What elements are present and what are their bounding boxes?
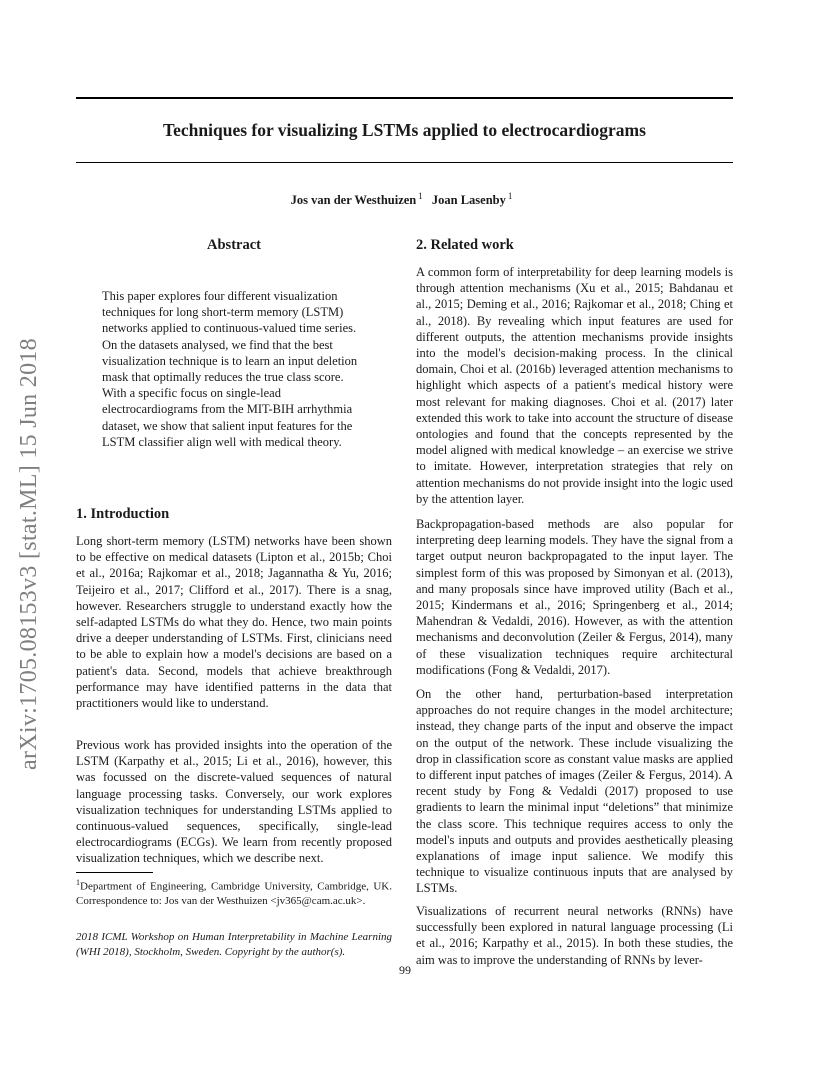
introduction-heading: 1. Introduction xyxy=(76,506,170,522)
related-work-paragraph-1: A common form of interpretability for deep learning models is through attention mechanisms (Xu et al., 2015; Bahdanau et al., 2015; Deming et al., 2016; Rajkomar et al., 2018; Ching et al., 2018). By revealing which input features are used for different outputs, the attention mechanisms provide insights into the model's decision-making process. In the clinical domain, Choi et al. (2016b) leveraged attention mechanisms to highlight which aspects of a patient's medical history were most relevant for making diagnoses. Choi et al. (2017) later extended this work to take into account the structure of disease ontologies and found that the concepts represented by the model aligned with medical knowledge – an exercise we strive to imitate. However, interpretation strategies that rely on attention mechanisms do not provide insight into the logic used by the attention layer. xyxy=(416,265,733,506)
related-work-paragraph-2: Backpropagation-based methods are also popular for interpreting deep learning models. They have the signal from a target output neuron backpropagated to the input layer. The simplest form of this was proposed by Simonyan et al. (2013), and many proposals since have improved utility (Bach et al., 2015; Kindermans et al., 2016; Springenberg et al., 2014; Mahendran & Vedaldi, 2016). However, as with the attention mechanisms and deconvolution (Zeiler & Fergus, 2014), many of these visualization techniques require architectural modifications (Fong & Vedaldi, 2017). xyxy=(416,517,733,677)
workshop-note xyxy=(76,930,392,959)
title-bottom-rule xyxy=(76,162,733,163)
introduction-paragraph-2: Previous work has provided insights into the operation of the LSTM (Karpathy et al., 2015; Li et al., 2016), however, this was focussed on the discrete-valued sequences of natural language processing tasks. Conversely, our work explores visualization techniques for understanding LSTMs applied to continuous-valued sequences, specifically, single-lead electrocardiograms (ECGs). We learn from recently proposed visualization techniques, which we describe next. xyxy=(76,738,392,866)
abstract-heading: Abstract xyxy=(207,237,261,253)
related-work-heading: 2. Related work xyxy=(416,237,514,253)
arxiv-stamp: arXiv:1705.08153v3 [stat.ML] 15 Jun 2018 xyxy=(16,338,42,770)
affiliation-mark: 1 xyxy=(418,191,423,201)
related-work-paragraph-3: On the other hand, perturbation-based interpretation approaches do not require changes in the model architecture; instead, they change parts of the input and observe the impact on the output of the network. These include visualizing the drop in classification score as constant value masks are applied to different input patches of images (Zeiler & Fergus, 2014). A recent study by Fong & Vedaldi (2017) proposed to use gradients to learn the minimal input “deletions” that minimize the class score. This technique requires access to only the model's inputs and outputs and provides aesthetically pleasing explanations of image input salience. We modify this technique to visualize continuous inputs that are analysed by LSTMs. xyxy=(416,687,733,896)
author-name: Jos van der Westhuizen xyxy=(290,193,417,207)
related-work-paragraph-4: Visualizations of recurrent neural networks (RNNs) have successfully been explored in natural language processing (Li et al., 2016; Karpathy et al., 2015). In both these studies, the aim was to improve the understanding of RNNs by lever- xyxy=(416,904,733,967)
affiliation-mark: 1 xyxy=(507,191,513,201)
author-name: Joan Lasenby xyxy=(431,193,506,207)
footnote-rule xyxy=(76,872,153,873)
paper-title: Techniques for visualizing LSTMs applied to electrocardiograms xyxy=(163,120,646,140)
abstract-text: This paper explores four different visualization techniques for long short-term memory (LSTM) networks applied to continuous-valued time series. On the datasets analysed, we find that the best visualization technique is to learn an input deletion mask that optimally reduces the true class score. With a specific focus on single-lead electrocardiograms from the MIT-BIH arrhythmia dataset, we show that salient input features for the LSTM classifier align well with medical theory. xyxy=(102,289,358,449)
introduction-paragraph-1: Long short-term memory (LSTM) networks have been shown to be effective on medical datasets (Lipton et al., 2015b; Choi et al., 2016a; Rajkomar et al., 2018; Jagannatha & Yu, 2016; Teijeiro et al., 2017; Clifford et al., 2017). There is a snag, however. Researchers struggle to understand exactly how the self-adapted LSTMs do what they do. Hence, two main points drive a deeper understanding of LSTMs. First, clinicians need to be able to explain how a model's decisions are based on a patient's data. Second, models that achieve breakthrough performance may have identified patterns in the data that practitioners would like to understand. xyxy=(76,534,392,711)
author-list xyxy=(76,191,733,208)
footnote-text: Department of Engineering, Cambridge University, Cambridge, UK. Correspondence to: Jos van der Westhuizen <jv365@cam.ac.uk>. xyxy=(76,880,392,908)
affiliation-footnote xyxy=(76,876,392,909)
workshop-note-text: 2018 ICML Workshop on Human Interpretability in Machine Learning (WHI 2018), Stockholm, Sweden. Copyright by the author(s). xyxy=(76,931,392,958)
top-rule xyxy=(76,97,733,99)
page-number: 99 xyxy=(399,963,411,977)
footnote-mark: 1 xyxy=(76,878,80,887)
